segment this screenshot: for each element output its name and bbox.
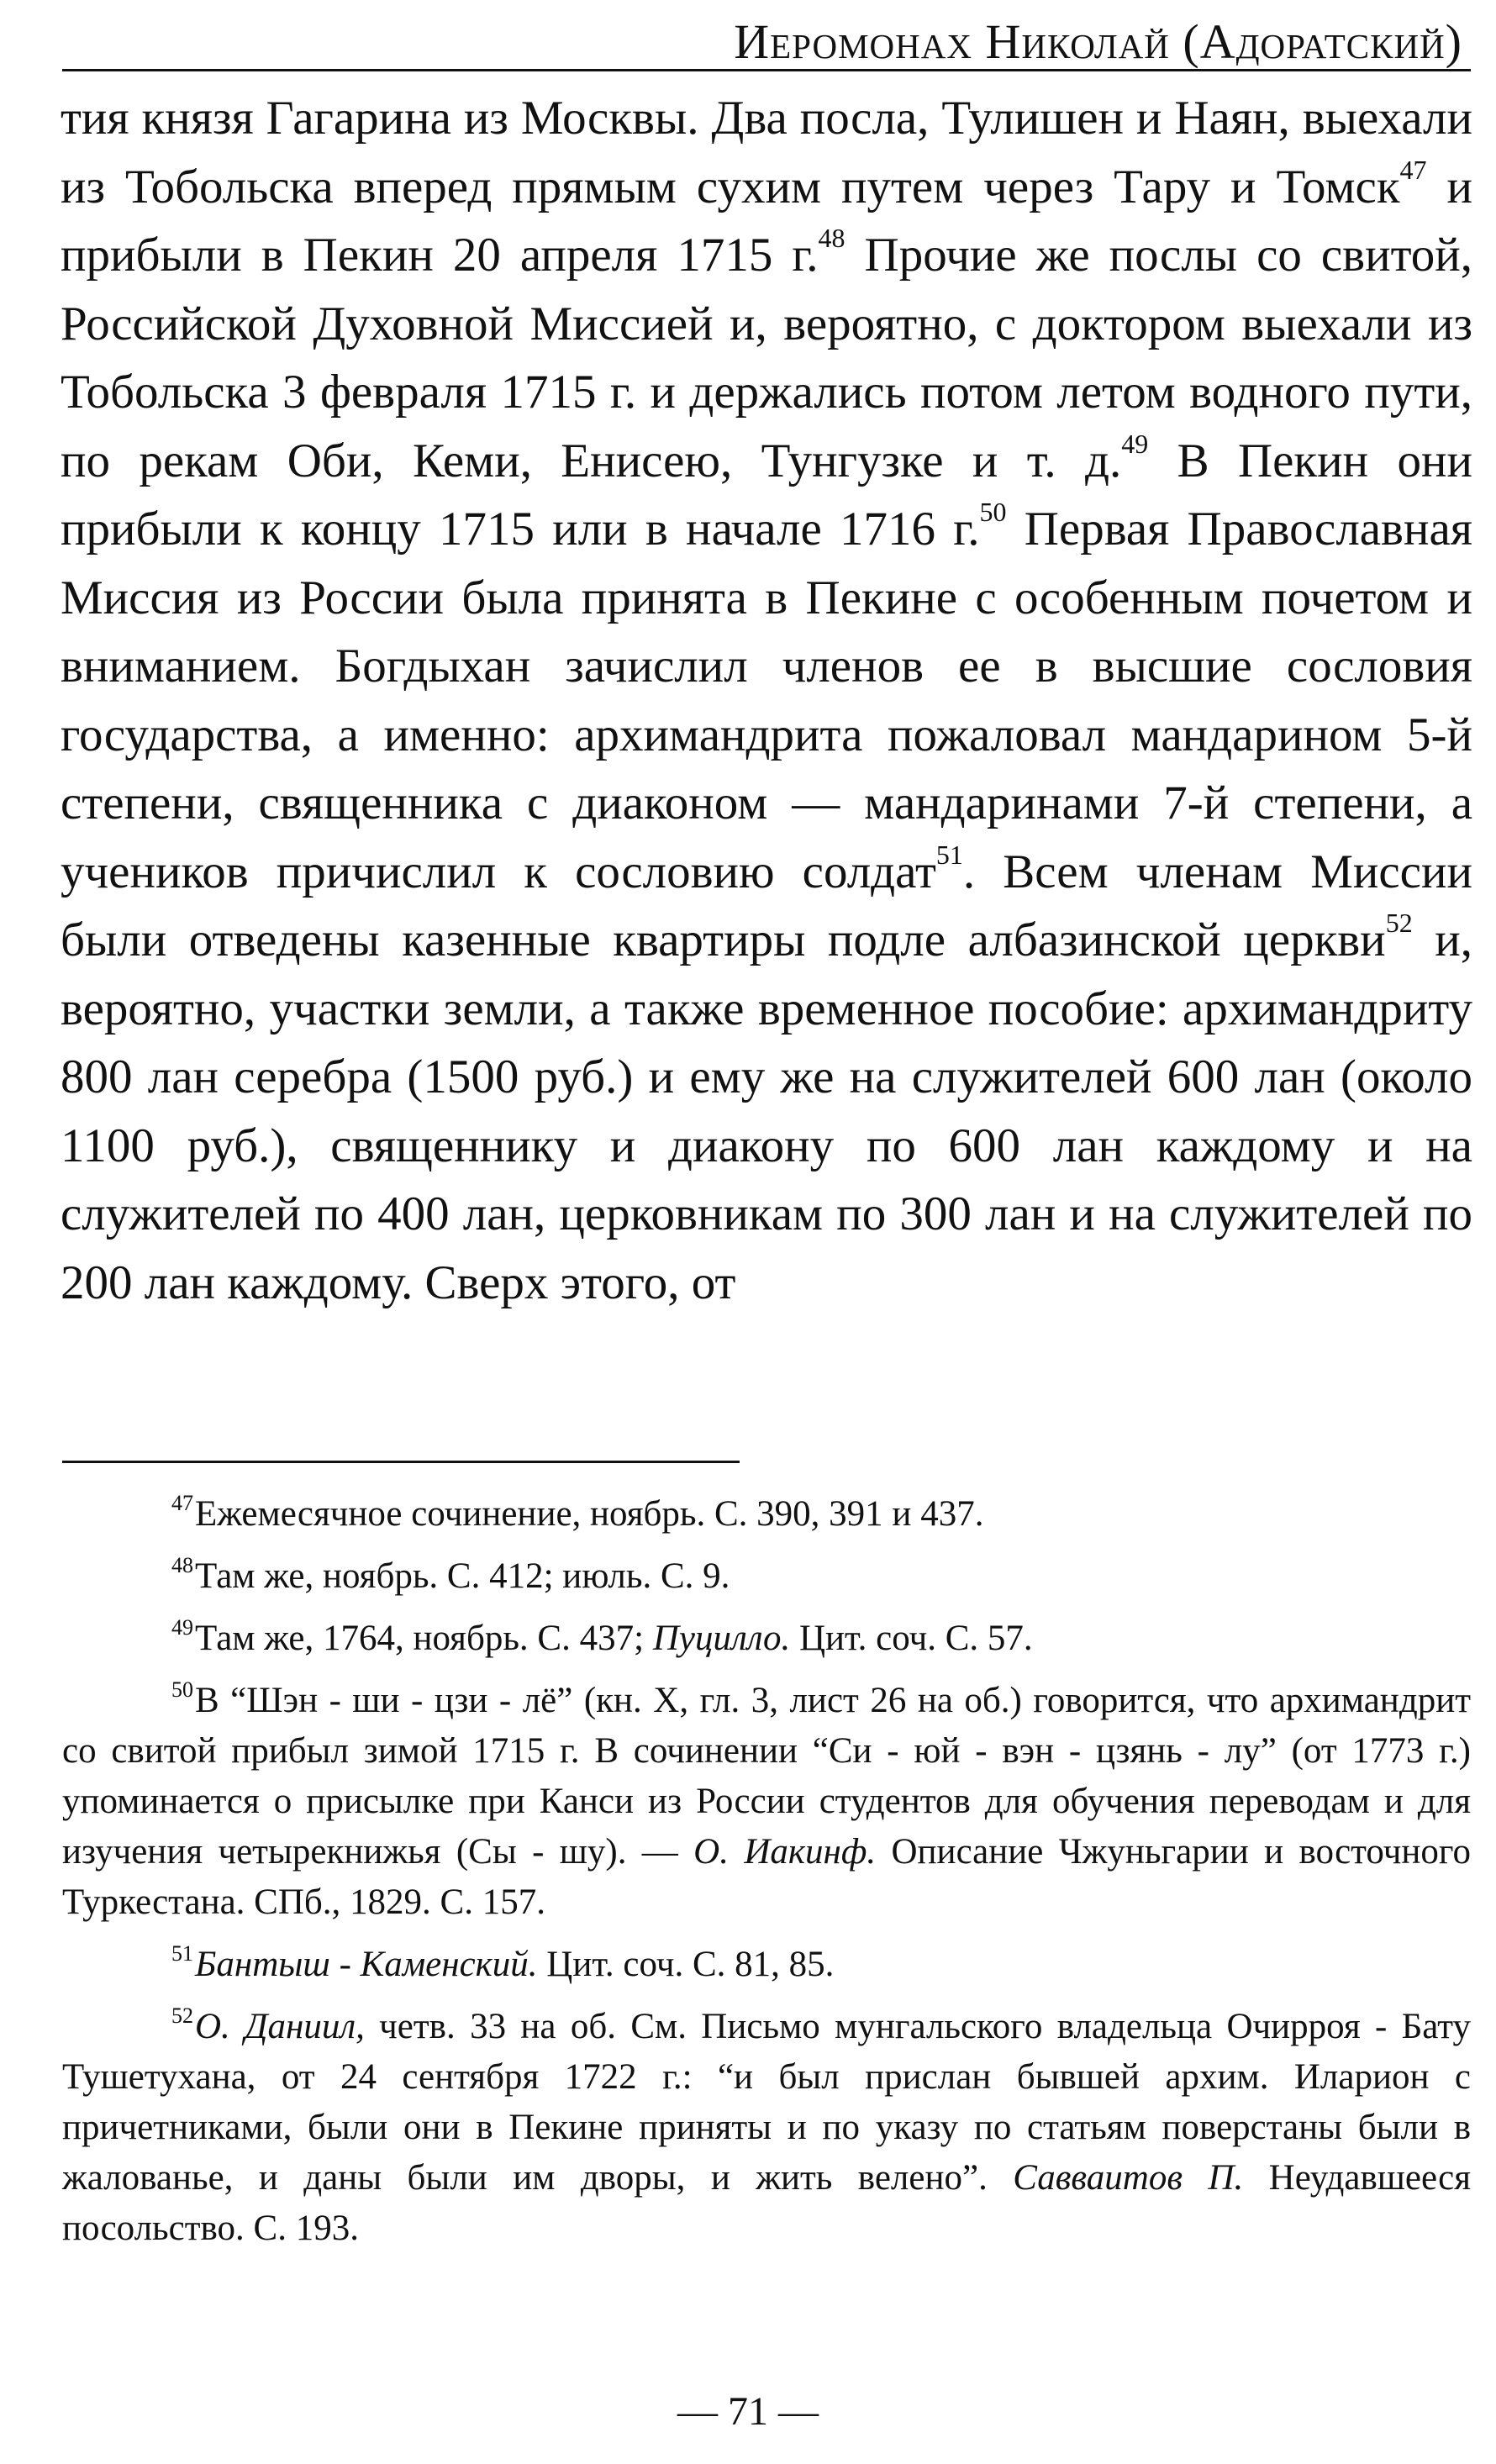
header-rule <box>62 69 1471 71</box>
footnote-text: В “Шэн - ши - цзи - лё” (кн. X, гл. 3, лист 26 на об.) говорится, что архимандрит со свитой прибыл зимой 1715 г. В сочинении “Си - юй - вэн - цзянь - лу” (от 1773 г.) упоминается о присылке при Канси из России студентов для обучения переводам и для изучения четырекнижья (Сы - шу). — <box>62 1681 1471 1872</box>
footnote-ref-52[interactable]: 52 <box>1385 908 1413 938</box>
footnote-text: четв. 33 на об. См. Письмо мунгальского владельца Очирроя - Бату Тушетухана, от 24 сентября 1722 г.: “и был прислан бывшей архим. Иларион с причетниками, были они в Пекине приняты и по указу по статьям поверстаны были в жалованье, и даны были им дворы, и жить велено”. <box>62 2007 1471 2198</box>
main-text <box>61 84 1472 1317</box>
body-text: тия князя Гагарина из Москвы. Два посла, Тулишен и Наян, выехали из Тобольска вперед прямым сухим путем через Тару и Томск <box>61 92 1472 213</box>
body-text: В Пекин они прибыли к концу 1715 или в начале 1716 г. <box>61 434 1472 555</box>
body-text: Первая Православная Миссия из России была принята в Пекине с особенным почетом и вниманием. Богдыхан зачислил членов ее в высшие сословия государства, а именно: архимандрита пожаловал мандарином 5-й степени, священника с диаконом — мандаринами 7-й степени, а учеников причислил к сословию солдат <box>61 503 1472 898</box>
footnote-text: Цит. соч. С. 57. <box>790 1619 1033 1658</box>
running-head: Иеромонах Николай (Адоратский) <box>734 14 1462 69</box>
footnote-47 <box>62 1489 1471 1540</box>
footnote-text: Описание Чжуньгарии и восточного Туркестана. СПб., 1829. С. 157. <box>62 1832 1471 1922</box>
footnote-ref-48[interactable]: 48 <box>818 223 845 253</box>
footnote-text: Неудавшееся посольство. С. 193. <box>62 2158 1471 2248</box>
footnote-ref-49[interactable]: 49 <box>1121 428 1149 459</box>
footnote-52 <box>62 2002 1471 2254</box>
body-text: Прочие же послы со свитой, Российской Духовной Миссией и, вероятно, с доктором выехали из Тобольска 3 февраля 1715 г. и держались потом летом водного пути, по рекам Оби, Кеми, Енисею, Тунгузке и т. д. <box>61 229 1472 487</box>
footnote-51 <box>62 1940 1471 1990</box>
footnote-49 <box>62 1614 1471 1664</box>
footnote-author: Бантыш - Каменский. <box>195 1945 538 1984</box>
body-text: . Всем членам Миссии были отведены казенные квартиры подле албазинской церкви <box>61 845 1472 966</box>
footnote-ref-47[interactable]: 47 <box>1399 154 1427 185</box>
footnote-author: О. Иакинф. <box>693 1832 877 1872</box>
footnote-ref-50[interactable]: 50 <box>979 497 1007 527</box>
footnote-48 <box>62 1551 1471 1602</box>
footnote-number: 48 <box>171 1553 193 1577</box>
footnote-author: Пуцилло. <box>652 1619 791 1658</box>
footnote-ref-51[interactable]: 51 <box>935 839 963 870</box>
footnote-author: Савваитов П. <box>1013 2158 1244 2198</box>
footnote-number: 51 <box>171 1941 193 1966</box>
footnote-author: О. Даниил, <box>195 2007 365 2046</box>
body-text: и, вероятно, участки земли, а также временное пособие: архимандриту 800 лан серебра (1500 руб.) и ему же на служителей 600 лан (около 1100 руб.), священнику и диакону по 600 лан каждому и на служителей по 400 лан, церковникам по 300 лан и на служителей по 200 лан каждому. Сверх этого, от <box>61 913 1472 1309</box>
footnote-number: 52 <box>171 2003 193 2028</box>
footnote-number: 47 <box>171 1491 193 1515</box>
footnote-rule <box>62 1461 740 1463</box>
footnote-number: 49 <box>171 1615 193 1640</box>
footnote-text: Цит. соч. С. 81, 85. <box>537 1945 835 1984</box>
body-text: и прибыли в Пекин 20 апреля 1715 г. <box>61 160 1472 282</box>
footnote-text: Там же, 1764, ноябрь. С. 437; <box>195 1619 653 1658</box>
footnote-text: Ежемесячное сочинение, ноябрь. С. 390, 391 и 437. <box>195 1494 984 1534</box>
footnote-text: Там же, ноябрь. С. 412; июль. С. 9. <box>195 1556 730 1596</box>
body-paragraph <box>61 84 1472 1317</box>
page-number: — 71 — <box>677 2389 819 2434</box>
footnotes <box>62 1489 1471 2266</box>
footnote-50 <box>62 1676 1471 1928</box>
footnote-number: 50 <box>171 1677 193 1702</box>
